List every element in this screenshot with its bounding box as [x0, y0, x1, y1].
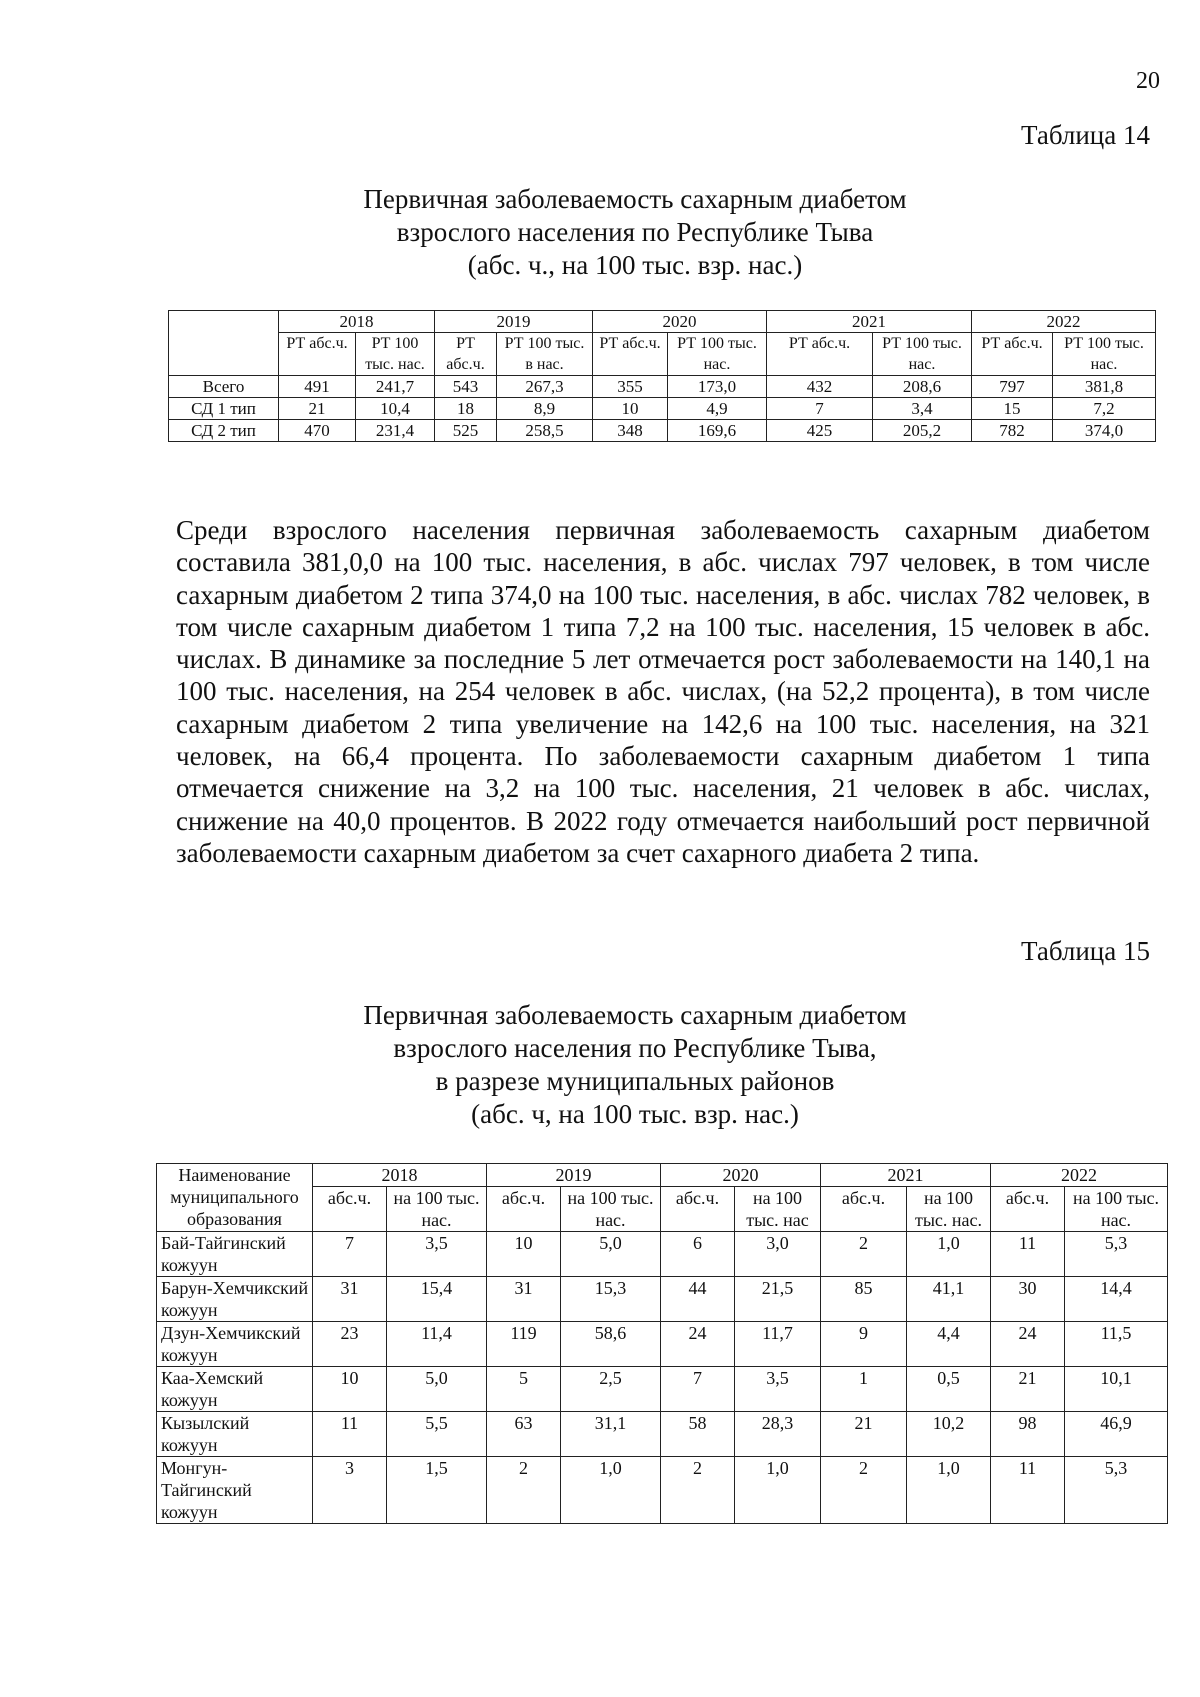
table-cell: 31 — [313, 1277, 387, 1322]
page-number: 20 — [1136, 68, 1160, 94]
year-header: 2020 — [593, 311, 767, 333]
table-row — [169, 376, 1156, 398]
district-name: Бай-Тайгинский кожуун — [157, 1232, 313, 1277]
table-cell: 41,1 — [907, 1277, 991, 1322]
table-cell: 58 — [661, 1412, 735, 1457]
table-row — [157, 1412, 1168, 1457]
table-cell: 1,0 — [907, 1457, 991, 1524]
subheader-cell: РТ абс.ч. — [767, 333, 873, 376]
table-cell: 15 — [972, 398, 1053, 420]
table-cell: 169,6 — [668, 420, 767, 442]
table-cell: 24 — [991, 1322, 1065, 1367]
year-header: 2019 — [435, 311, 593, 333]
table-cell: 63 — [487, 1412, 561, 1457]
district-name: Монгун-Тайгинский кожуун — [157, 1457, 313, 1524]
table-cell: 4,4 — [907, 1322, 991, 1367]
table-cell: 2 — [661, 1457, 735, 1524]
table-cell: 10 — [593, 398, 668, 420]
table-cell: 31 — [487, 1277, 561, 1322]
table-cell: 11 — [313, 1412, 387, 1457]
table-cell: 205,2 — [873, 420, 972, 442]
subheader-cell: абс.ч. — [313, 1187, 387, 1232]
table14-subheader-row — [169, 333, 1156, 376]
table-row — [157, 1277, 1168, 1322]
table-cell: 14,4 — [1065, 1277, 1168, 1322]
subheader-cell: абс.ч. — [661, 1187, 735, 1232]
subheader-cell: РТ абс.ч. — [593, 333, 668, 376]
table-cell: 355 — [593, 376, 668, 398]
district-name: Барун-Хемчикский кожуун — [157, 1277, 313, 1322]
year-header: 2018 — [313, 1164, 487, 1187]
table-cell: 543 — [435, 376, 497, 398]
table-cell: 3,5 — [735, 1367, 821, 1412]
table-cell: 3 — [313, 1457, 387, 1524]
table-cell: 5,5 — [387, 1412, 487, 1457]
table-cell: 267,3 — [497, 376, 593, 398]
table-cell: 2 — [821, 1232, 907, 1277]
table-cell: 3,5 — [387, 1232, 487, 1277]
table-row — [157, 1367, 1168, 1412]
table-cell: 5,3 — [1065, 1232, 1168, 1277]
table15-title — [260, 999, 1010, 1131]
table-cell: 10 — [487, 1232, 561, 1277]
table-cell: 425 — [767, 420, 873, 442]
table-row — [157, 1457, 1168, 1524]
table-cell: 2 — [487, 1457, 561, 1524]
table-cell: 348 — [593, 420, 668, 442]
table-row — [169, 420, 1156, 442]
row-label: СД 2 тип — [169, 420, 279, 442]
year-header: 2021 — [767, 311, 972, 333]
table-cell: 21 — [991, 1367, 1065, 1412]
table15-corner-header: Наименование муниципального образования — [157, 1164, 313, 1232]
table-cell: 6 — [661, 1232, 735, 1277]
subheader-cell: РТ 100 тыс. нас. — [873, 333, 972, 376]
table-cell: 10,1 — [1065, 1367, 1168, 1412]
table-cell: 5,3 — [1065, 1457, 1168, 1524]
table-cell: 24 — [661, 1322, 735, 1367]
table-cell: 782 — [972, 420, 1053, 442]
table-cell: 7 — [313, 1232, 387, 1277]
table15-title-line: Первичная заболеваемость сахарным диабетом — [363, 1000, 907, 1030]
table-cell: 5 — [487, 1367, 561, 1412]
subheader-cell: на 100 тыс. нас — [735, 1187, 821, 1232]
table-row — [157, 1322, 1168, 1367]
table-cell: 11,4 — [387, 1322, 487, 1367]
subheader-cell: абс.ч. — [991, 1187, 1065, 1232]
year-header: 2018 — [279, 311, 435, 333]
table-cell: 1 — [821, 1367, 907, 1412]
subheader-cell: на 100 тыс. нас. — [907, 1187, 991, 1232]
subheader-cell: РТ абс.ч. — [972, 333, 1053, 376]
table-cell: 98 — [991, 1412, 1065, 1457]
table14-corner-cell — [169, 311, 279, 376]
table-cell: 11,7 — [735, 1322, 821, 1367]
subheader-cell: на 100 тыс. нас. — [1065, 1187, 1168, 1232]
table14-title-line: Первичная заболеваемость сахарным диабетом — [363, 184, 907, 214]
district-name: Кызылский кожуун — [157, 1412, 313, 1457]
table-cell: 10,4 — [356, 398, 435, 420]
subheader-cell: абс.ч. — [821, 1187, 907, 1232]
table-cell: 15,3 — [561, 1277, 661, 1322]
year-header: 2022 — [991, 1164, 1168, 1187]
subheader-cell: РТ абс.ч. — [435, 333, 497, 376]
table14 — [168, 310, 1156, 442]
table-cell: 85 — [821, 1277, 907, 1322]
subheader-cell: РТ 100 тыс. нас. — [1053, 333, 1156, 376]
table-cell: 119 — [487, 1322, 561, 1367]
table-row — [157, 1232, 1168, 1277]
district-name: Дзун-Хемчикский кожуун — [157, 1322, 313, 1367]
table-cell: 1,0 — [561, 1457, 661, 1524]
table-cell: 15,4 — [387, 1277, 487, 1322]
table-cell: 8,9 — [497, 398, 593, 420]
table-cell: 4,9 — [668, 398, 767, 420]
table15-title-line: взрослого населения по Республике Тыва, — [393, 1033, 877, 1063]
table-cell: 10,2 — [907, 1412, 991, 1457]
table-cell: 208,6 — [873, 376, 972, 398]
table-cell: 11 — [991, 1232, 1065, 1277]
table-cell: 374,0 — [1053, 420, 1156, 442]
table-cell: 231,4 — [356, 420, 435, 442]
table15-title-line: в разрезе муниципальных районов — [435, 1066, 835, 1096]
table-cell: 21,5 — [735, 1277, 821, 1322]
year-header: 2020 — [661, 1164, 821, 1187]
table-cell: 797 — [972, 376, 1053, 398]
table15-label: Таблица 15 — [1021, 936, 1150, 966]
subheader-cell: РТ абс.ч. — [279, 333, 356, 376]
subheader-cell: на 100 тыс. нас. — [387, 1187, 487, 1232]
table-cell: 1,0 — [907, 1232, 991, 1277]
district-name: Каа-Хемский кожуун — [157, 1367, 313, 1412]
table15-title-line: (абс. ч, на 100 тыс. взр. нас.) — [471, 1099, 799, 1129]
table-cell: 58,6 — [561, 1322, 661, 1367]
table15 — [156, 1163, 1168, 1524]
table-cell: 21 — [279, 398, 356, 420]
table-cell: 28,3 — [735, 1412, 821, 1457]
table-cell: 9 — [821, 1322, 907, 1367]
subheader-cell: РТ 100 тыс. нас. — [356, 333, 435, 376]
table-cell: 470 — [279, 420, 356, 442]
table-cell: 5,0 — [387, 1367, 487, 1412]
table-cell: 258,5 — [497, 420, 593, 442]
table14-title-line: взрослого населения по Республике Тыва — [396, 217, 874, 247]
table-row — [169, 398, 1156, 420]
table-cell: 2,5 — [561, 1367, 661, 1412]
year-header: 2021 — [821, 1164, 991, 1187]
table-cell: 491 — [279, 376, 356, 398]
table14-title-line: (абс. ч., на 100 тыс. взр. нас.) — [467, 250, 803, 280]
table-cell: 1,0 — [735, 1457, 821, 1524]
year-header: 2019 — [487, 1164, 661, 1187]
body-paragraph: Среди взрослого населения первичная заболеваемость сахарным диабетом составила 381,0,0 на 100 тыс. населения, в абс. числах 797 человек, в том числе сахарным диабетом 2 типа 374,0 на 100 тыс. населения, в абс. числах 782 человек, в том числе сахарным диабетом 1 типа 7,2 на 100 тыс. населения, 15 человек в абс. числах. В динамике за последние 5 лет отмечается рост заболеваемости на 140,1 на 100 тыс. населения, на 254 человек в абс. числах, (на 52,2 процента), в том числе сахарным диабетом 2 типа увеличение на 142,6 на 100 тыс. населения, на 321 человек, на 66,4 процента. По заболеваемости сахарным диабетом 1 типа отмечается снижение на 3,2 на 100 тыс. населения, 21 человек в абс. числах, снижение на 40,0 процентов. В 2022 году отмечается наибольший рост первичной заболеваемости сахарным диабетом за счет сахарного диабета 2 типа. — [176, 515, 1150, 868]
table-cell: 3,4 — [873, 398, 972, 420]
table-cell: 173,0 — [668, 376, 767, 398]
table14-label: Таблица 14 — [1021, 120, 1150, 150]
table-cell: 7 — [661, 1367, 735, 1412]
subheader-cell: РТ 100 тыс. в нас. — [497, 333, 593, 376]
subheader-cell: на 100 тыс. нас. — [561, 1187, 661, 1232]
table-cell: 241,7 — [356, 376, 435, 398]
table-cell: 5,0 — [561, 1232, 661, 1277]
year-header: 2022 — [972, 311, 1156, 333]
table-cell: 381,8 — [1053, 376, 1156, 398]
table-cell: 21 — [821, 1412, 907, 1457]
table-cell: 23 — [313, 1322, 387, 1367]
table-cell: 31,1 — [561, 1412, 661, 1457]
table-cell: 18 — [435, 398, 497, 420]
table14-year-row — [169, 311, 1156, 333]
table-cell: 46,9 — [1065, 1412, 1168, 1457]
table-cell: 7 — [767, 398, 873, 420]
table-cell: 11 — [991, 1457, 1065, 1524]
table-cell: 44 — [661, 1277, 735, 1322]
table-cell: 0,5 — [907, 1367, 991, 1412]
table-cell: 1,5 — [387, 1457, 487, 1524]
table-cell: 11,5 — [1065, 1322, 1168, 1367]
table-cell: 525 — [435, 420, 497, 442]
subheader-cell: абс.ч. — [487, 1187, 561, 1232]
table14-title — [260, 183, 1010, 282]
subheader-cell: РТ 100 тыс. нас. — [668, 333, 767, 376]
table-cell: 432 — [767, 376, 873, 398]
row-label: Всего — [169, 376, 279, 398]
table-cell: 7,2 — [1053, 398, 1156, 420]
table15-year-row — [157, 1164, 1168, 1187]
table-cell: 10 — [313, 1367, 387, 1412]
table-cell: 3,0 — [735, 1232, 821, 1277]
table-cell: 2 — [821, 1457, 907, 1524]
table-cell: 30 — [991, 1277, 1065, 1322]
row-label: СД 1 тип — [169, 398, 279, 420]
